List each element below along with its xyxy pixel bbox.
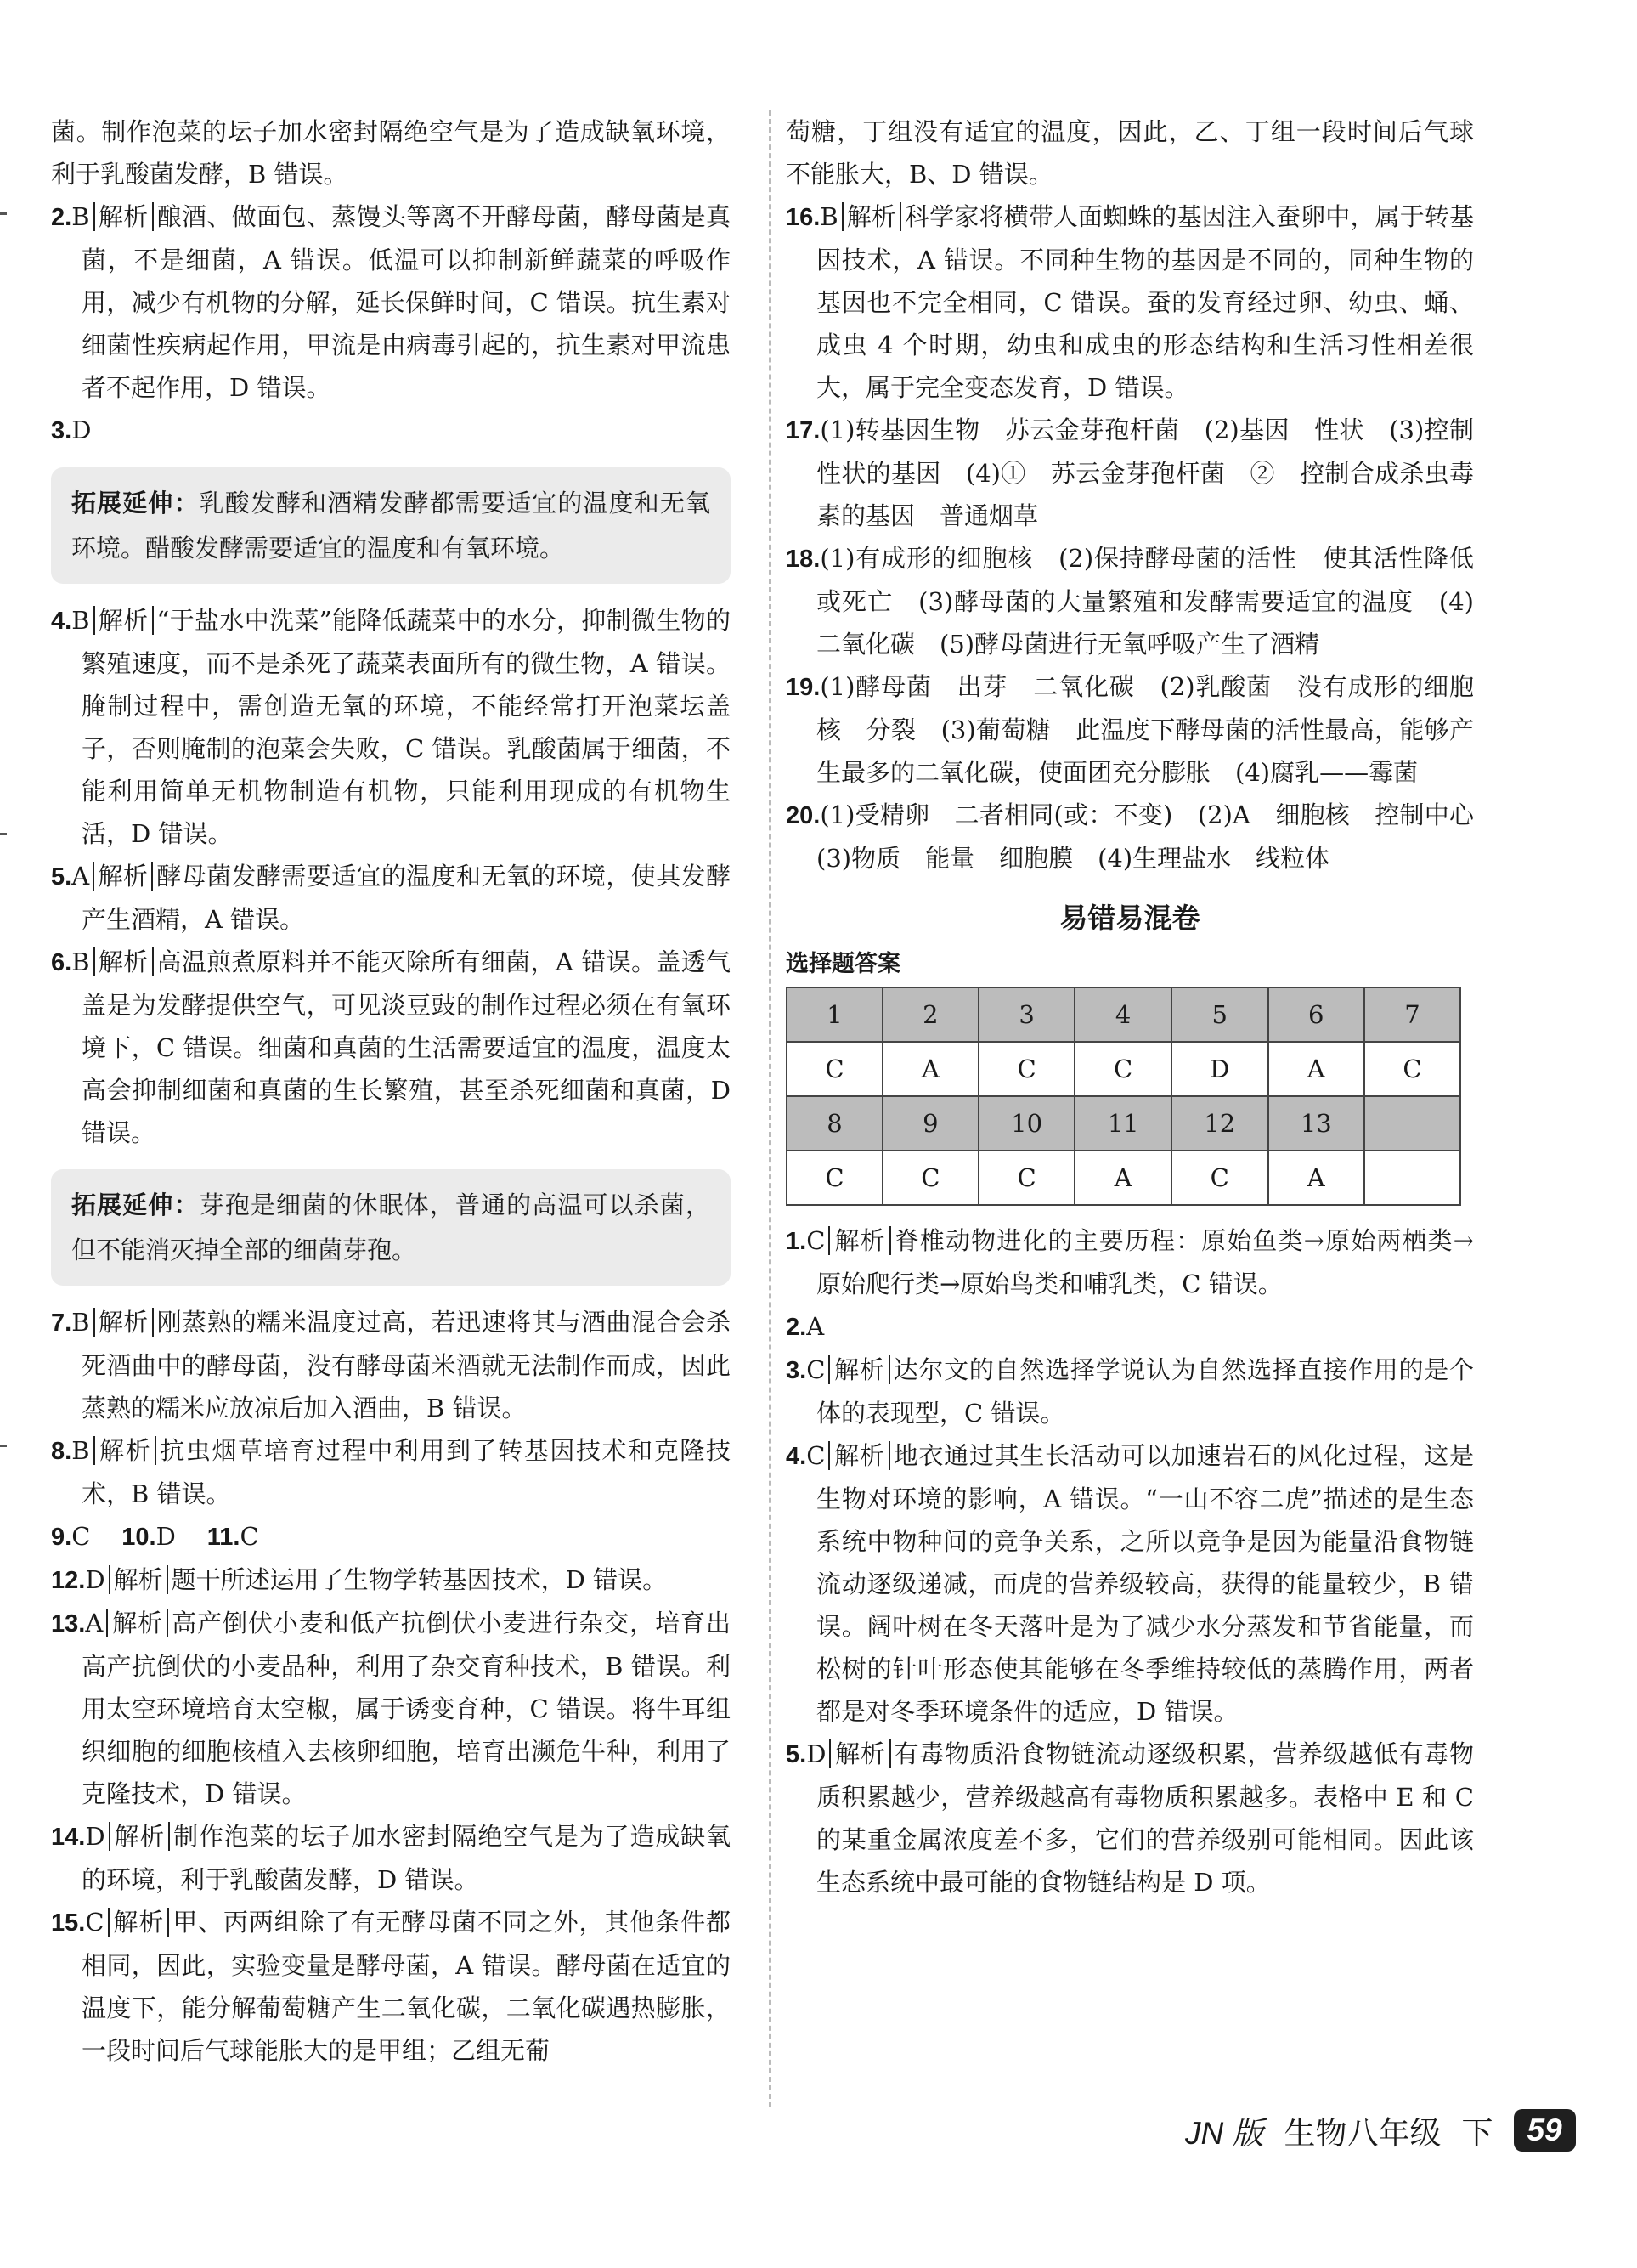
answer-item: 19.(1)酵母菌 出芽 二氧化碳 (2)乳酸菌 没有成形的细胞核 分裂 (3)葡萄糖 此温度下酵母菌的活性最高，能够产生最多的二氧化碳，使面团充分膨胀 (4)腐乳——霉菌 xyxy=(786,672,1474,787)
table-cell: 7 xyxy=(1364,987,1460,1042)
answer-item: 3.D xyxy=(51,416,92,444)
table-cell: 8 xyxy=(787,1096,883,1151)
answer-item: 16.B 解析 科学家将横带人面蜘蛛的基因注入蚕卵中，属于转基因技术，A 错误。不同种生物的基因是不同的，同种生物的基因也不完全相同，C 错误。蚕的发育经过卵、幼虫、蛹、成虫 4 个时期，幼虫和成虫的形态结构和生活习性相差很大，属于完全变态发育，D 错误。 xyxy=(786,202,1474,402)
answer-item: 18.(1)有成形的细胞核 (2)保持酵母菌的活性 使其活性降低或死亡 (3)酵母菌的大量繁殖和发酵需要适宜的温度 (4)二氧化碳 (5)酵母菌进行无氧呼吸产生了酒精 xyxy=(786,544,1474,659)
volume-label: 下 xyxy=(1461,2116,1493,2151)
page-footer xyxy=(1185,2103,1576,2158)
answer-item: 14.D 解析 制作泡菜的坛子加水密封隔绝空气是为了造成缺氧的环境，利于乳酸菌发酵，D 错误。 xyxy=(51,1822,731,1894)
table-cell: C xyxy=(1364,1042,1460,1096)
table-cell: C xyxy=(787,1151,883,1205)
answer-list xyxy=(786,1219,1474,1903)
right-column xyxy=(786,110,1499,1903)
answer-item: 2.A xyxy=(786,1312,825,1341)
answer-list xyxy=(786,195,1499,879)
table-cell: 4 xyxy=(1075,987,1171,1042)
answer-item: 1.C 解析 脊椎动物进化的主要历程：原始鱼类→原始两栖类→原始爬行类→原始鸟类和哺乳类，C 错误。 xyxy=(786,1226,1474,1298)
answer-item: 6.B 解析 高温煎煮原料并不能灭除所有细菌，A 错误。盖透气盖是为发酵提供空气，可见淡豆豉的制作过程必须在有氧环境下，C 错误。细菌和真菌的生活需要适宜的温度，温度太高会抑制细菌和真菌的生长繁殖，甚至杀死细菌和真菌，D 错误。 xyxy=(51,947,731,1147)
table-cell: 1 xyxy=(787,987,883,1042)
table-cell: 6 xyxy=(1268,987,1365,1042)
table-row xyxy=(787,987,1460,1042)
answer-item: 4.C 解析 地衣通过其生长活动可以加速岩石的风化过程，这是生物对环境的影响，A 错误。“一山不容二虎”描述的是生态系统中物种间的竞争关系，之所以竞争是因为能量沿食物链流动逐级递减，而虎的营养级较高，获得的能量较少，B 错误。阔叶树在冬天落叶是为了减少水分蒸发和节省能量，而松树的针叶形态使其能够在冬季维持较低的蒸腾作用，两者都是对冬季环境条件的适应，D 错误。 xyxy=(786,1441,1474,1726)
answer-item: 2.B 解析 酿酒、做面包、蒸馒头等离不开酵母菌，酵母菌是真菌，不是细菌，A 错误。低温可以抑制新鲜蔬菜的呼吸作用，减少有机物的分解，延长保鲜时间，C 错误。抗生素对细菌性疾病起作用，甲流是由病毒引起的，抗生素对甲流患者不起作用，D 错误。 xyxy=(51,202,731,402)
table-cell: C xyxy=(883,1151,979,1205)
table-cell: 5 xyxy=(1171,987,1268,1042)
table-row xyxy=(787,1151,1460,1205)
table-cell: A xyxy=(883,1042,979,1096)
table-cell: 10 xyxy=(979,1096,1075,1151)
table-cell: C xyxy=(1171,1151,1268,1205)
answer-table xyxy=(786,987,1461,1206)
table-cell: C xyxy=(787,1042,883,1096)
answer-item: 9.C 10.D 11.C xyxy=(51,1522,259,1551)
answer-item: 4.B 解析 “于盐水中洗菜”能降低蔬菜中的水分，抑制微生物的繁殖速度，而不是杀死了蔬菜表面所有的微生物，A 错误。腌制过程中，需创造无氧的环境，不能经常打开泡菜坛盖子，否则腌制的泡菜会失败，C 错误。乳酸菌属于细菌，不能利用简单无机物制造有机物，只能利用现成的有机物生活，D 错误。 xyxy=(51,606,731,848)
answer-item: 12.D 解析 题干所述运用了生物学转基因技术，D 错误。 xyxy=(51,1565,668,1594)
answer-item: 5.D 解析 有毒物质沿食物链流动逐级积累，营养级越低有毒物质积累越少，营养级越高有毒物质积累越多。表格中 E 和 C 的某重金属浓度差不多，它们的营养级别可能相同。因此该生态系统中最可能的食物链结构是 D 项。 xyxy=(786,1739,1474,1897)
table-cell: A xyxy=(1268,1042,1365,1096)
answer-item: 15.C 解析 甲、丙两组除了有无酵母菌不同之外，其他条件都相同，因此，实验变量是酵母菌，A 错误。酵母菌在适宜的温度下，能分解葡萄糖产生二氧化碳，二氧化碳遇热膨胀，一段时间后气球能胀大的是甲组；乙组无葡 xyxy=(51,1908,731,2065)
table-cell: C xyxy=(979,1151,1075,1205)
binding-margin xyxy=(0,0,7,2268)
answer-list xyxy=(51,195,731,452)
section-title: 易错易混卷 xyxy=(1059,902,1200,934)
continuation-text: 菌。制作泡菜的坛子加水密封隔绝空气是为了造成缺氧环境，利于乳酸菌发酵，B 错误。 xyxy=(51,117,731,189)
subject-label: 生物八年级 xyxy=(1284,2116,1442,2151)
left-column xyxy=(51,110,731,2072)
extension-box: 拓展延伸：乳酸发酵和酒精发酵都需要适宜的温度和无氧环境。醋酸发酵需要适宜的温度和有氧环境。 xyxy=(51,467,731,584)
continuation-text: 萄糖，丁组没有适宜的温度，因此，乙、丁组一段时间后气球不能胀大，B、D 错误。 xyxy=(786,117,1474,189)
answer-item: 13.A 解析 高产倒伏小麦和低产抗倒伏小麦进行杂交，培育出高产抗倒伏的小麦品种，利用了杂交育种技术，B 错误。利用太空环境培育太空椒，属于诱变育种，C 错误。将牛耳组织细胞的细胞核植入去核卵细胞，培育出濒危牛种，利用了克隆技术，D 错误。 xyxy=(51,1609,731,1808)
table-cell: 11 xyxy=(1075,1096,1171,1151)
edition-label: JN 版 xyxy=(1185,2116,1264,2151)
page-number: 59 xyxy=(1514,2109,1576,2152)
table-cell: D xyxy=(1171,1042,1268,1096)
table-row xyxy=(787,1096,1460,1151)
table-cell: 12 xyxy=(1171,1096,1268,1151)
answer-item: 20.(1)受精卵 二者相同(或：不变) (2)A 细胞核 控制中心 (3)物质 能量 细胞膜 (4)生理盐水 线粒体 xyxy=(786,800,1499,873)
answer-item: 3.C 解析 达尔文的自然选择学说认为自然选择直接作用的是个体的表现型，C 错误。 xyxy=(786,1355,1474,1428)
extension-box: 拓展延伸：芽孢是细菌的休眠体，普通的高温可以杀菌，但不能消灭掉全部的细菌芽孢。 xyxy=(51,1169,731,1286)
table-cell: C xyxy=(979,1042,1075,1096)
column-divider xyxy=(769,110,771,2107)
table-cell: 13 xyxy=(1268,1096,1365,1151)
table-cell: 9 xyxy=(883,1096,979,1151)
answer-item: 7.B 解析 刚蒸熟的糯米温度过高，若迅速将其与酒曲混合会杀死酒曲中的酵母菌，没有酵母菌米酒就无法制作而成，因此蒸熟的糯米应放凉后加入酒曲，B 错误。 xyxy=(51,1308,731,1422)
table-cell: 3 xyxy=(979,987,1075,1042)
answer-item: 5.A 解析 酵母菌发酵需要适宜的温度和无氧的环境，使其发酵产生酒精，A 错误。 xyxy=(51,862,731,934)
table-cell: 2 xyxy=(883,987,979,1042)
table-row xyxy=(787,1042,1460,1096)
answer-item: 8.B 解析 抗虫烟草培育过程中利用到了转基因技术和克隆技术，B 错误。 xyxy=(51,1436,731,1508)
table-title: 选择题答案 xyxy=(786,951,900,976)
table-cell: A xyxy=(1268,1151,1365,1205)
answer-list xyxy=(51,599,731,1154)
table-cell: C xyxy=(1075,1042,1171,1096)
table-cell: A xyxy=(1075,1151,1171,1205)
table-cell xyxy=(1364,1096,1460,1151)
answer-item: 17.(1)转基因生物 苏云金芽孢杆菌 (2)基因 性状 (3)控制性状的基因 (4)① 苏云金芽孢杆菌 ② 控制合成杀虫毒素的基因 普通烟草 xyxy=(786,416,1474,530)
answer-list xyxy=(51,1301,731,2072)
table-cell xyxy=(1364,1151,1460,1205)
